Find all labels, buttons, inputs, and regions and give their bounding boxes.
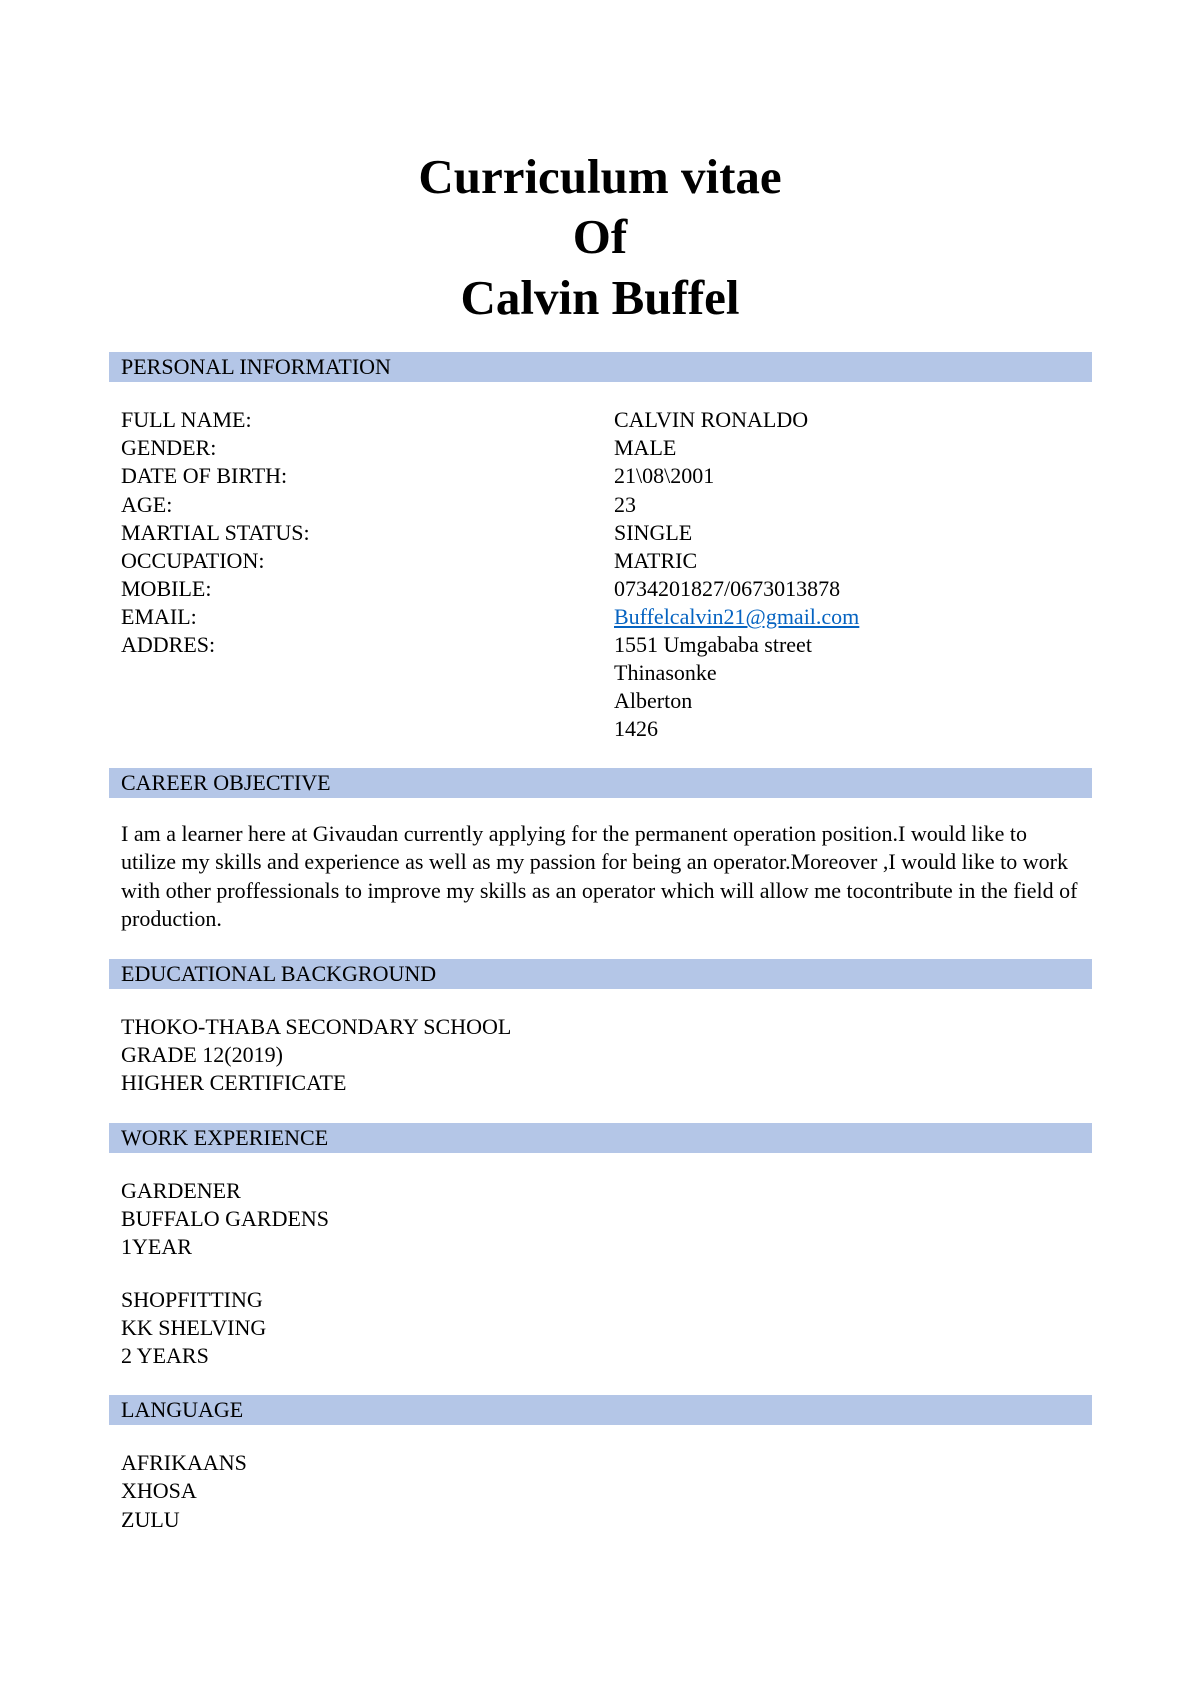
- title-line-1: Curriculum vitae: [418, 149, 782, 204]
- career-objective-header: [109, 768, 1092, 798]
- occupation-value: MATRIC: [614, 548, 698, 573]
- gender-value: MALE: [614, 435, 677, 460]
- dob-label: DATE OF BIRTH:: [121, 463, 288, 488]
- dob-value: 21\08\2001: [614, 463, 715, 488]
- title-line-2: Of: [572, 209, 628, 264]
- educational-background-header: [109, 959, 1092, 989]
- personal-information-header: [109, 352, 1092, 382]
- full-name-value: CALVIN RONALDO: [614, 407, 809, 432]
- email-link[interactable]: Buffelcalvin21@gmail.com: [614, 604, 860, 629]
- address-line-1: 1551 Umgababa street: [614, 632, 812, 657]
- address-line-4: 1426: [614, 716, 658, 741]
- marital-status-value: SINGLE: [614, 520, 693, 545]
- age-label: AGE:: [121, 492, 173, 517]
- language-item: XHOSA: [121, 1478, 197, 1503]
- career-objective-heading: CAREER OBJECTIVE: [121, 770, 331, 795]
- job-2-title: SHOPFITTING: [121, 1287, 263, 1312]
- language-heading: LANGUAGE: [121, 1397, 244, 1422]
- education-grade: GRADE 12(2019): [121, 1042, 283, 1067]
- education-school: THOKO-THABA SECONDARY SCHOOL: [121, 1014, 512, 1039]
- job-2-company: KK SHELVING: [121, 1315, 267, 1340]
- mobile-value: 0734201827/0673013878: [614, 576, 841, 601]
- full-name-label: FULL NAME:: [121, 407, 252, 432]
- language-header: [109, 1395, 1092, 1425]
- language-item: ZULU: [121, 1507, 180, 1532]
- gender-label: GENDER:: [121, 435, 217, 460]
- education-certificate: HIGHER CERTIFICATE: [121, 1070, 347, 1095]
- job-1-duration: 1YEAR: [121, 1234, 192, 1259]
- language-item: AFRIKAANS: [121, 1450, 247, 1475]
- occupation-label: OCCUPATION:: [121, 548, 265, 573]
- address-line-2: Thinasonke: [614, 660, 717, 685]
- job-2-duration: 2 YEARS: [121, 1343, 209, 1368]
- address-label: ADDRES:: [121, 632, 216, 657]
- mobile-label: MOBILE:: [121, 576, 212, 601]
- email-label: EMAIL:: [121, 604, 197, 629]
- age-value: 23: [614, 492, 636, 517]
- career-objective-text: I am a learner here at Givaudan currently applying for the permanent operation position.I would like to utilize my skills and experience as well as my passion for being an operator.Moreover ,I would like to work with other proffessionals to improve my skills as an operator which will allow me tocontribute in the field of production.: [121, 821, 1078, 931]
- title-line-3: Calvin Buffel: [460, 270, 740, 325]
- educational-background-heading: EDUCATIONAL BACKGROUND: [121, 961, 437, 986]
- work-experience-heading: WORK EXPERIENCE: [121, 1125, 329, 1150]
- marital-status-label: MARTIAL STATUS:: [121, 520, 310, 545]
- personal-information-heading: PERSONAL INFORMATION: [121, 354, 391, 379]
- address-line-3: Alberton: [614, 688, 693, 713]
- job-1-company: BUFFALO GARDENS: [121, 1206, 330, 1231]
- work-experience-header: [109, 1123, 1092, 1153]
- job-1-title: GARDENER: [121, 1178, 241, 1203]
